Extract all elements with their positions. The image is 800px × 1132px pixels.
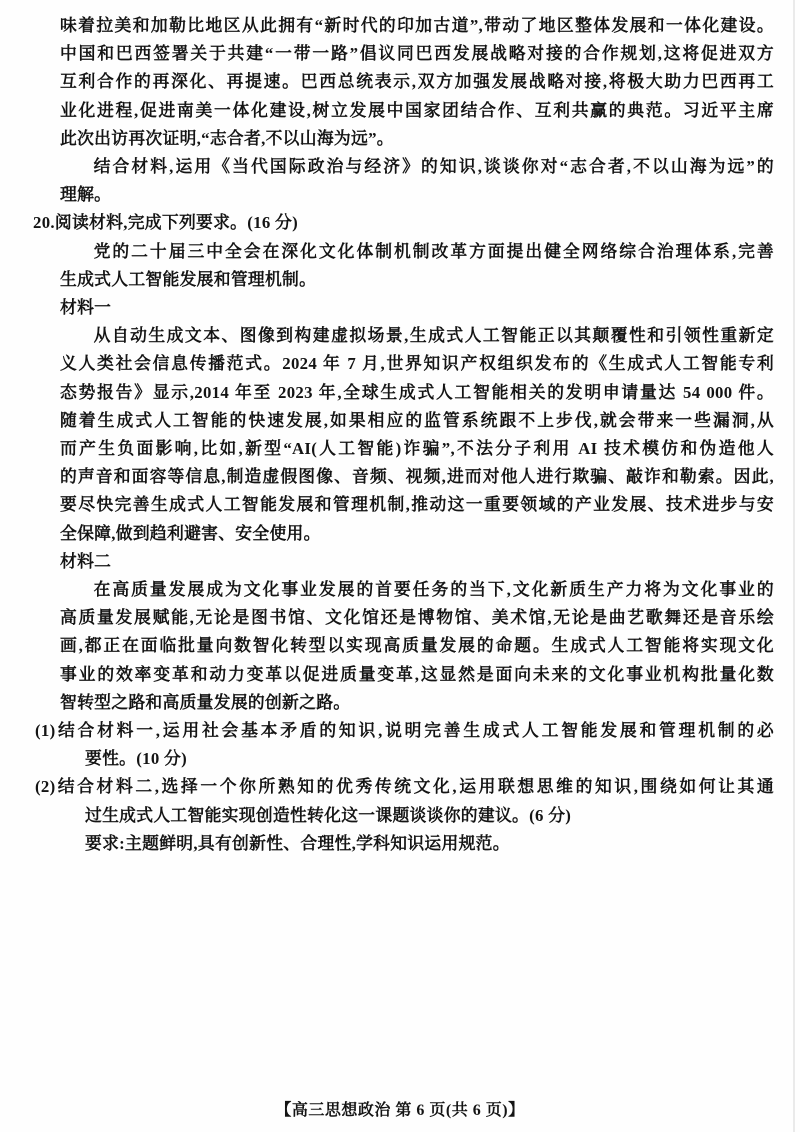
question-20-heading: 20.阅读材料,完成下列要求。(16 分) bbox=[33, 213, 299, 233]
question-19-task-line: 结合材料,运用《当代国际政治与经济》的知识,谈谈你对“志合者,不以山海为远”的 bbox=[93, 157, 774, 177]
text-line: 此次出访再次证明,“志合者,不以山海为远”。 bbox=[60, 128, 394, 148]
sub-question-1 bbox=[35, 717, 774, 773]
text-line: 党的二十届三中全会在深化文化体制机制改革方面提出健全网络综合治理体系,完善 bbox=[93, 241, 774, 261]
text-line: 过生成式人工智能实现创造性转化这一课题谈谈你的建议。(6 分) bbox=[85, 805, 572, 825]
sub-question-2 bbox=[35, 773, 774, 829]
text-line: (2)结合材料二,选择一个你所熟知的优秀传统文化,运用联想思维的知识,围绕如何让其通 bbox=[35, 777, 774, 797]
text-line: 高质量发展赋能,无论是图书馆、文化馆还是博物馆、美术馆,无论是曲艺歌舞还是音乐绘 bbox=[60, 608, 774, 628]
text-line: 义人类社会信息传播范式。2024 年 7 月,世界知识产权组织发布的《生成式人工智能专利 bbox=[60, 354, 774, 374]
text-line: 全保障,做到趋利避害、安全使用。 bbox=[60, 523, 321, 543]
material-1-heading: 材料一 bbox=[60, 298, 112, 318]
text-line: 味着拉美和加勒比地区从此拥有“新时代的印加古道”,带动了地区整体发展和一体化建设。 bbox=[60, 16, 774, 35]
text-line: (1)结合材料一,运用社会基本矛盾的知识,说明完善生成式人工智能发展和管理机制的必 bbox=[35, 721, 774, 741]
text-line: 中国和巴西签署关于共建“一带一路”倡议同巴西发展战略对接的合作规划,这将促进双方 bbox=[60, 44, 774, 64]
material-2-paragraph bbox=[60, 576, 774, 717]
text-line: 业化进程,促进南美一体化建设,树立发展中国家团结合作、互利共赢的典范。习近平主席 bbox=[60, 100, 774, 120]
question-19-task-line: 理解。 bbox=[60, 185, 112, 205]
text-line: 互利合作的再深化、再提速。巴西总统表示,双方加强发展战略对接,将极大助力巴西再工 bbox=[60, 72, 774, 92]
page-footer: 【高三思想政治 第 6 页(共 6 页)】 bbox=[275, 1102, 525, 1119]
text-line: 智转型之路和高质量发展的创新之路。 bbox=[60, 692, 351, 712]
text-line: 而产生负面影响,比如,新型“AI(人工智能)诈骗”,不法分子利用 AI 技术模仿和伪造他人 bbox=[60, 439, 774, 459]
text-line: 的声音和面容等信息,制造虚假图像、音频、视频,进而对他人进行欺骗、敲诈和勒索。因此, bbox=[60, 467, 774, 487]
page-content bbox=[33, 12, 774, 858]
text-line: 事业的效率变革和动力变革以促进质量变革,这显然是面向未来的文化事业机构批量化数 bbox=[60, 664, 774, 684]
text-line: 生成式人工智能发展和管理机制。 bbox=[60, 269, 317, 289]
text-line: 从自动生成文本、图像到构建虚拟场景,生成式人工智能正以其颠覆性和引领性重新定 bbox=[93, 326, 774, 346]
text-line: 在高质量发展成为文化事业发展的首要任务的当下,文化新质生产力将为文化事业的 bbox=[93, 580, 774, 600]
text-line: 要尽快完善生成式人工智能发展和管理机制,推动这一重要领域的产业发展、技术进步与安 bbox=[60, 495, 774, 515]
text-line: 态势报告》显示,2014 年至 2023 年,全球生成式人工智能相关的发明申请量达 54 000 件。 bbox=[60, 382, 774, 402]
material-1-paragraph bbox=[60, 322, 774, 548]
material-2-heading: 材料二 bbox=[60, 551, 112, 571]
question-20 bbox=[33, 209, 774, 858]
text-line: 画,都正在面临批量向数智化转型以实现高质量发展的命题。生成式人工智能将实现文化 bbox=[60, 636, 774, 656]
scan-edge-artifact bbox=[793, 0, 795, 1132]
text-line: 要性。(10 分) bbox=[85, 749, 187, 769]
question-19-continuation bbox=[60, 12, 774, 209]
question-20-requirement: 要求:主题鲜明,具有创新性、合理性,学科知识运用规范。 bbox=[85, 833, 510, 853]
text-line: 随着生成式人工智能的快速发展,如果相应的监管系统跟不上步伐,就会带来一些漏洞,从 bbox=[60, 410, 774, 430]
